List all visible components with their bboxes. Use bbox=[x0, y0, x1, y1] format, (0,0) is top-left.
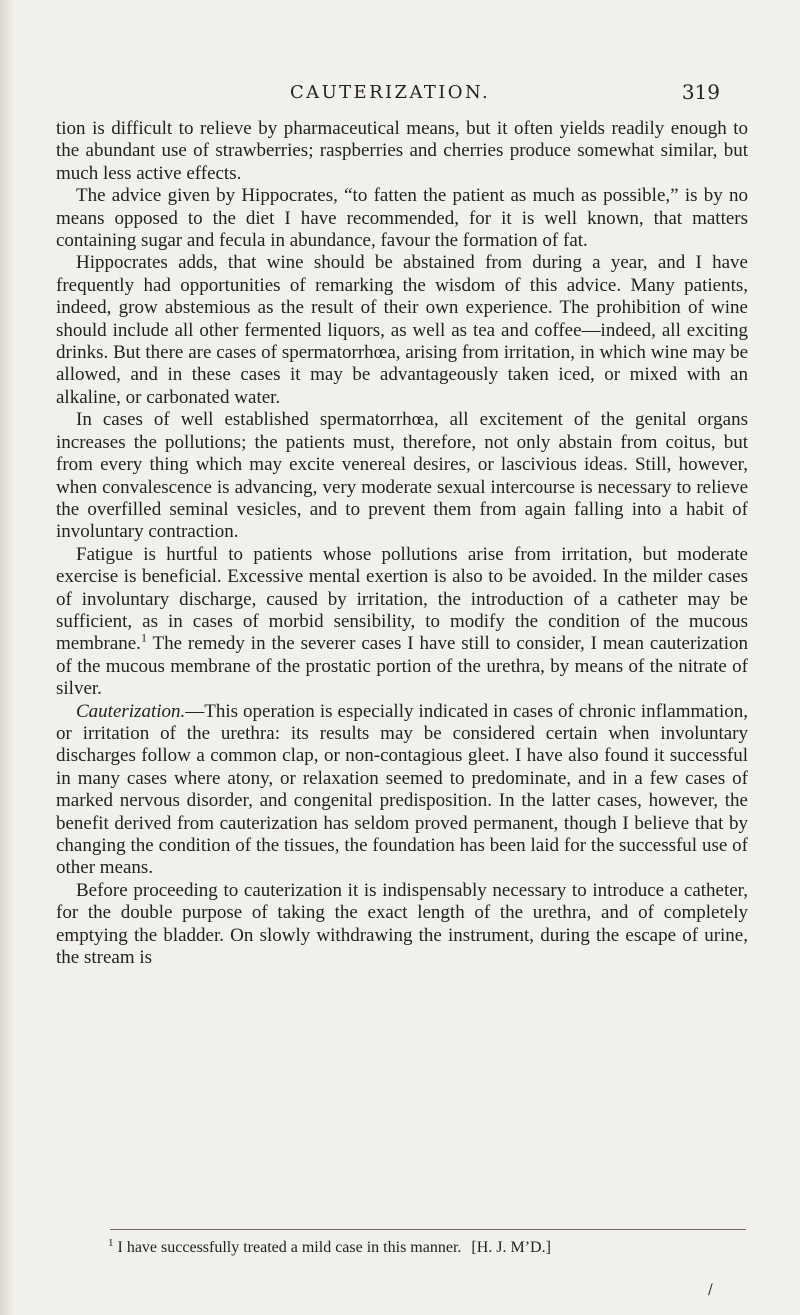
running-head: CAUTERIZATION. bbox=[290, 82, 491, 103]
section-heading-cauterization: Cauterization. bbox=[76, 700, 186, 722]
paragraph-5-continuation: The remedy in the severer cases I have still to consider, I mean cauterization of the mucous membrane of the prostatic portion of the urethra, by means of the nitrate of silver. bbox=[56, 633, 748, 700]
paragraph-6-text: —This operation is especially indicated in cases of chronic inflammation, or irritation of the urethra: its results may be considered certain when involuntary discharges follow a common clap, or non-contagious gleet. I have also found it successful in many cases where atony, or relaxation seemed to predominate, and in a few cases of marked nervous disorder, and congenital predisposition. In the latter cases, however, the benefit derived from cauterization has seldom proved permanent, though I believe that by changing the condition of the tissues, the foundation has been laid for the successful use of other means. bbox=[56, 700, 748, 879]
stray-mark: / bbox=[708, 1282, 713, 1298]
page-number: 319 bbox=[681, 80, 720, 104]
paragraph-5 bbox=[56, 544, 748, 701]
paragraph-1: tion is difficult to relieve by pharmaceutical means, but it often yields readily enough to the abundant use of strawberries; raspberries and cherries produce somewhat similar, but much less active effects. bbox=[56, 118, 748, 184]
footnote-rule bbox=[110, 1229, 746, 1230]
footnote bbox=[108, 1238, 748, 1258]
paragraph-2: The advice given by Hippocrates, “to fatten the patient as much as possible,” is by no means opposed to the diet I have recommended, for it is well known, that matters containing sugar and fecula in abundance, favour the formation of fat. bbox=[56, 185, 748, 252]
paragraph-6 bbox=[56, 701, 748, 880]
paragraph-3: Hippocrates adds, that wine should be abstained from during a year, and I have frequently had opportunities of remarking the wisdom of this advice. Many patients, indeed, grow abstemious as the result of their own experience. The prohibition of wine should include all other fermented liquors, as well as tea and coffee—indeed, all exciting drinks. But there are cases of spermatorrhœa, arising from irritation, in which wine may be allowed, and in these cases it may be advantageously taken iced, or mixed with an alkaline, or carbonated water. bbox=[56, 252, 748, 408]
footnote-mark: 1 bbox=[108, 1236, 114, 1249]
footnote-text: I have successfully treated a mild case in this manner. bbox=[117, 1239, 462, 1256]
paragraph-5-text: Fatigue is hurtful to patients whose pollutions arise from irritation, but moderate exercise is beneficial. Excessive mental exertion is also to be avoided. In the milder cases of involuntary discharge, caused by irritation, the introduction of a catheter may be sufficient, as in cases of morbid sensibility, to modify the condition of the mucous membrane. bbox=[56, 543, 748, 655]
footnote-signature: [H. J. M’D.] bbox=[471, 1239, 551, 1256]
paragraph-4: In cases of well established spermatorrhœa, all excitement of the genital organs increases the pollutions; the patients must, therefore, not only abstain from coitus, but from every thing which may excite venereal desires, or lascivious ideas. Still, however, when convalescence is advancing, very moderate sexual intercourse is necessary to relieve the overfilled seminal vesicles, and to prevent them from again falling into a habit of involuntary contraction. bbox=[56, 409, 748, 543]
binding-shadow bbox=[0, 0, 14, 1315]
paragraph-7: Before proceeding to cauterization it is indispensably necessary to introduce a catheter, for the double purpose of taking the exact length of the urethra, and of completely emptying the bladder. On slowly withdrawing the instrument, during the escape of urine, the stream is bbox=[56, 879, 748, 969]
footnote-reference: 1 bbox=[140, 631, 147, 646]
body-text bbox=[56, 118, 748, 969]
page-header bbox=[60, 78, 760, 108]
